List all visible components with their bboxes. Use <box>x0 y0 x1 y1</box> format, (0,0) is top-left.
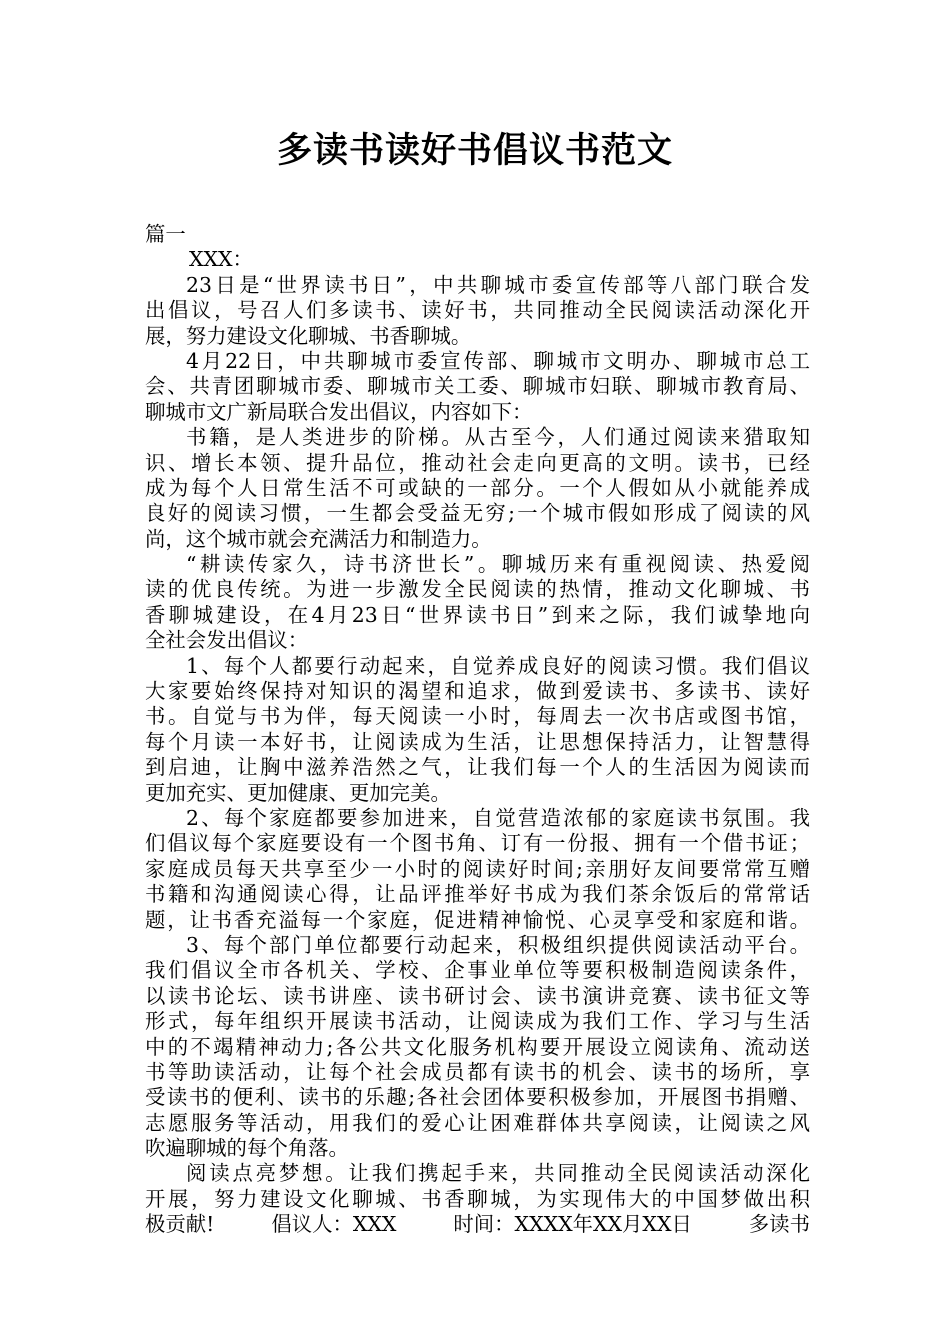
text-line: 中的不竭精神动力;各公共文化服务机构要开展设立阅读角、流动送 <box>145 1034 810 1059</box>
text-line: 家庭成员每天共享至少一小时的阅读好时间;亲朋好友间要常常互赠 <box>145 856 810 881</box>
text-line: 书籍，是人类进步的阶梯。从古至今，人们通过阅读来猎取知 <box>186 425 810 450</box>
trailing-text: 多读书 <box>748 1212 810 1237</box>
text-line: 良好的阅读习惯，一生都会受益无穷;一个城市假如形成了阅读的风 <box>145 501 810 526</box>
text-line: “耕读传家久，诗书济世长”。聊城历来有重视阅读、热爱阅 <box>186 552 810 577</box>
paragraph-lines <box>145 273 810 1212</box>
text-line: 受读书的便利、读书的乐趣;各社会团体要积极参加，开展图书捐赠、 <box>145 1085 810 1110</box>
text-line: 识、增长本领、提升品位，推动社会走向更高的文明。读书，已经 <box>145 450 810 475</box>
document-title: 多读书读好书倡议书范文 <box>276 131 673 171</box>
text-line: 聊城市文广新局联合发出倡议，内容如下： <box>145 399 533 424</box>
initiator: 倡议人：XXX <box>271 1212 397 1237</box>
text-line: 阅读点亮梦想。让我们携起手来，共同推动全民阅读活动深化 <box>186 1161 810 1186</box>
text-line: 到启迪，让胸中滋养浩然之气，让我们每一个人的生活因为阅读而 <box>145 755 810 780</box>
section-label: 篇一 <box>145 222 186 246</box>
text-line: 我们倡议全市各机关、学校、企事业单位等要积极制造阅读条件， <box>145 958 810 983</box>
text-line: 全社会发出倡议： <box>145 628 309 653</box>
text-line: 展，努力建设文化聊城、书香聊城。 <box>145 323 472 348</box>
text-line: 形式，每年组织开展读书活动，让阅读成为我们工作、学习与生活 <box>145 1009 810 1034</box>
text-line: 3、每个部门单位都要行动起来，积极组织提供阅读活动平台。 <box>186 932 810 957</box>
text-line: 23日是“世界读书日”，中共聊城市委宣传部等八部门联合发 <box>186 272 810 297</box>
text-line: 2、每个家庭都要参加进来，自觉营造浓郁的家庭读书氛围。我 <box>186 805 810 830</box>
closing-line <box>145 1212 810 1237</box>
text-line: 志愿服务等活动，用我们的爱心让困难群体共享阅读，让阅读之风 <box>145 1110 810 1135</box>
text-line: 读的优良传统。为进一步激发全民阅读的热情，推动文化聊城、书 <box>145 577 810 602</box>
text-line: 更加充实、更加健康、更加完美。 <box>145 780 451 805</box>
text-line: 4月22日，中共聊城市委宣传部、聊城市文明办、聊城市总工 <box>186 348 810 373</box>
text-line: 书籍和沟通阅读心得，让品评推举好书成为我们茶余饭后的常常话 <box>145 882 810 907</box>
document-body <box>145 222 810 1238</box>
text-line: 尚，这个城市就会充满活力和制造力。 <box>145 526 492 551</box>
text-line: 开展，努力建设文化聊城、书香聊城，为实现伟大的中国梦做出积 <box>145 1186 810 1211</box>
text-line: 出倡议，号召人们多读书、读好书，共同推动全民阅读活动深化开 <box>145 298 810 323</box>
text-line: 1、每个人都要行动起来，自觉养成良好的阅读习惯。我们倡议 <box>186 653 810 678</box>
text-line: 们倡议每个家庭要设有一个图书角、订有一份报、拥有一个借书证； <box>145 831 810 856</box>
text-line: 吹遍聊城的每个角落。 <box>145 1136 349 1161</box>
text-line: 书等助读活动，让每个社会成员都有读书的机会、读书的场所，享 <box>145 1059 810 1084</box>
text-line: 成为每个人日常生活不可或缺的一部分。一个人假如从小就能养成 <box>145 475 810 500</box>
text-line: 书。自觉与书为伴，每天阅读一小时，每周去一次书店或图书馆， <box>145 704 810 729</box>
text-line: 会、共青团聊城市委、聊城市关工委、聊城市妇联、聊城市教育局、 <box>145 374 810 399</box>
salutation: XXX： <box>189 247 253 272</box>
text-line: 香聊城建设，在4月23日“世界读书日”到来之际，我们诚挚地向 <box>145 602 810 627</box>
closing-text: 极贡献! <box>145 1212 215 1237</box>
text-line: 每个月读一本好书，让阅读成为生活，让思想保持活力，让智慧得 <box>145 729 810 754</box>
text-line: 以读书论坛、读书讲座、读书研讨会、读书演讲竞赛、读书征文等 <box>145 983 810 1008</box>
date: 时间：XXXX年XX月XX日 <box>453 1212 692 1237</box>
text-line: 题，让书香充溢每一个家庭，促进精神愉悦、心灵享受和家庭和谐。 <box>145 907 810 932</box>
text-line: 大家要始终保持对知识的渴望和追求，做到爱读书、多读书、读好 <box>145 679 810 704</box>
